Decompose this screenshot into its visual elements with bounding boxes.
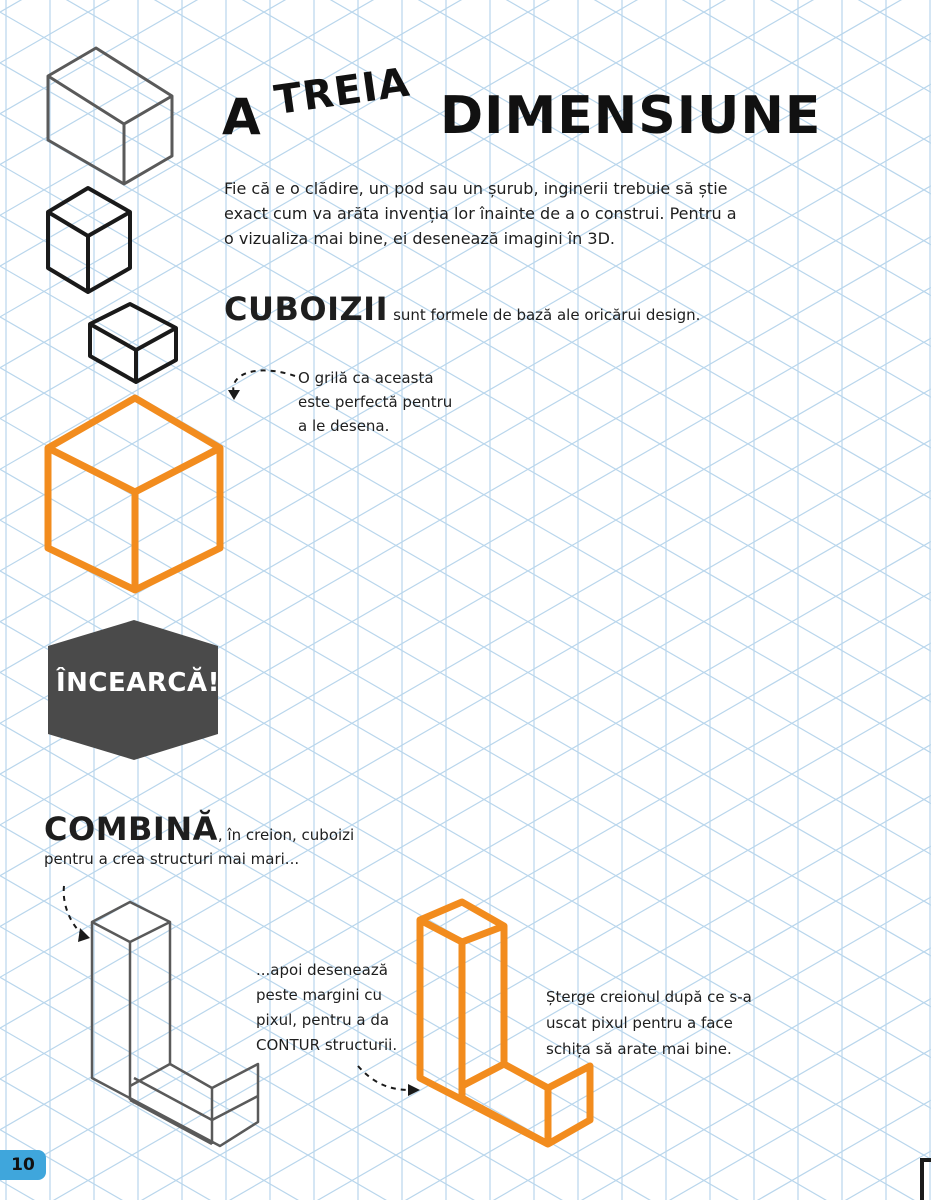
dashed-arrow-to-grid bbox=[233, 370, 295, 394]
orange-cube-drawing bbox=[48, 398, 220, 590]
page-corner-mark bbox=[922, 1160, 931, 1200]
page-number: 10 bbox=[0, 1150, 46, 1180]
outline-note bbox=[256, 958, 436, 1058]
title-part-dimensiune: DIMENSIUNE bbox=[440, 86, 822, 146]
arrowhead-pencil bbox=[78, 928, 90, 942]
intro-line-1: Fie că e o clădire, un pod sau un șurub, inginerii trebuie să știe bbox=[224, 179, 728, 198]
outline-note-line-3: pixul, pentru a da bbox=[256, 1011, 390, 1029]
erase-note-line-1: Șterge creionul după ce s-a bbox=[546, 988, 752, 1006]
grid-note-line-1: O grilă ca aceasta bbox=[298, 369, 434, 387]
outline-note-line-1: ...apoi desenează bbox=[256, 961, 388, 979]
combine-section bbox=[44, 810, 404, 868]
pencil-long-cuboid-sketch bbox=[48, 48, 172, 184]
black-flat-cuboid-drawing bbox=[90, 304, 176, 382]
grid-note-line-3: a le desena. bbox=[298, 417, 390, 435]
try-badge-label: ÎNCEARCĂ! bbox=[56, 668, 220, 698]
erase-note bbox=[546, 984, 796, 1062]
intro-paragraph bbox=[224, 176, 784, 251]
intro-line-3: o vizualiza mai bine, ei desenează imagini în 3D. bbox=[224, 229, 615, 248]
title-part-treia: TREIA bbox=[271, 59, 413, 124]
arrowhead-grid bbox=[228, 390, 240, 400]
erase-note-line-3: schița să arate mai bine. bbox=[546, 1040, 732, 1058]
dashed-arrow-to-pencil-structure bbox=[64, 886, 84, 936]
page-title bbox=[222, 59, 822, 152]
cuboids-section bbox=[224, 290, 744, 328]
grid-note bbox=[298, 366, 498, 438]
combine-heading: COMBINĂ bbox=[44, 810, 218, 848]
cuboids-text: sunt formele de bază ale oricărui design. bbox=[393, 306, 701, 324]
pencil-l-structure-sketch bbox=[92, 902, 258, 1146]
dashed-arrow-to-orange-structure bbox=[358, 1066, 410, 1090]
outline-note-line-4: CONTUR structurii. bbox=[256, 1036, 398, 1054]
grid-note-line-2: este perfectă pentru bbox=[298, 393, 453, 411]
title-part-a: A bbox=[222, 88, 262, 146]
combine-line-2: pentru a crea structuri mai mari... bbox=[44, 850, 300, 868]
erase-note-line-2: uscat pixul pentru a face bbox=[546, 1014, 733, 1032]
cuboids-heading: CUBOIZII bbox=[224, 290, 388, 328]
combine-line-1: , în creion, cuboizi bbox=[217, 826, 355, 844]
black-cube-drawing bbox=[48, 188, 130, 292]
arrowhead-orange bbox=[408, 1084, 420, 1096]
outline-note-line-2: peste margini cu bbox=[256, 986, 383, 1004]
intro-line-2: exact cum va arăta invenția lor înainte de a o construi. Pentru a bbox=[224, 204, 737, 223]
